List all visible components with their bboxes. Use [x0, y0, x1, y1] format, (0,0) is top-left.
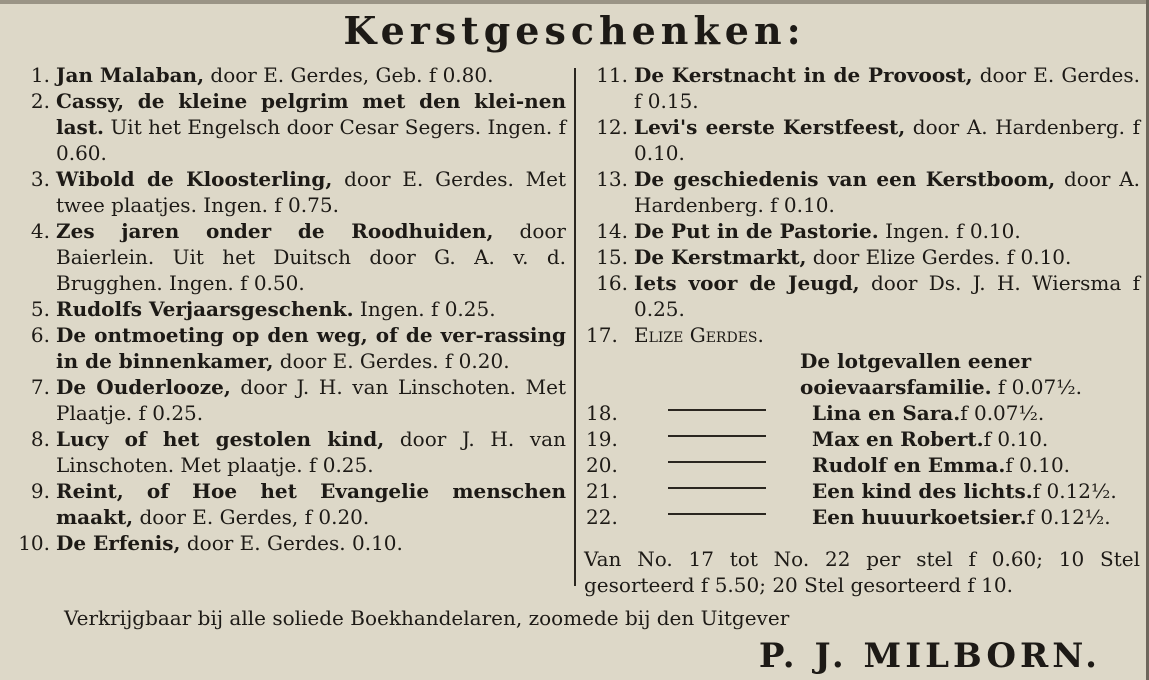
series-author: Elize Gerdes. [634, 323, 764, 347]
entry-number: 7. [30, 375, 50, 399]
availability-note: Verkrijgbaar bij alle soliede Boekhandelaren, zoomede bij den Uitgever [64, 606, 790, 630]
book-details: door E. Gerdes. Met twee plaatjes. Ingen. f 0.75. [56, 167, 566, 217]
entry-number: 6. [30, 323, 50, 347]
book-details: Ingen. f 0.10. [878, 219, 1021, 243]
entry-number: 14. [596, 219, 628, 243]
book-title: Max en Robert. [812, 427, 984, 451]
book-title: De Kerstnacht in de Provoost, [634, 63, 973, 87]
book-details: door A. Hardenberg. f 0.10. [634, 115, 1140, 165]
book-title: Een huuurkoetsier. [812, 505, 1027, 529]
book-title: Rudolf en Emma. [812, 453, 1006, 477]
list-item [6, 166, 566, 218]
book-title: Zes jaren onder de Roodhuiden, [56, 219, 494, 243]
entry-number: 11. [596, 63, 628, 87]
entry-number: 5. [30, 297, 50, 321]
book-details: door Baierlein. Uit het Duitsch door G. A. v. d. Brugghen. Ingen. f 0.50. [56, 219, 566, 295]
ditto-dash [668, 487, 766, 489]
book-details: door E. Gerdes, f 0.20. [133, 505, 370, 529]
list-item [584, 452, 1140, 478]
entry-number: 18. [586, 401, 618, 425]
series-price: f 0.07½. [991, 375, 1082, 399]
entry-number: 12. [596, 115, 628, 139]
entry-number: 13. [596, 167, 628, 191]
book-title: Reint, of Hoe het Evangelie menschen maakt, [56, 479, 566, 529]
book-title: De Kerstmarkt, [634, 245, 807, 269]
book-price: f 0.12½. [1026, 505, 1111, 529]
publisher-name: P. J. MILBORN. [758, 636, 1101, 676]
book-price: f 0.07½. [960, 401, 1045, 425]
book-details: door J. H. van Linschoten. Met plaatje. f 0.25. [56, 427, 566, 477]
book-title: De Put in de Pastorie. [634, 219, 879, 243]
column-divider [574, 68, 576, 586]
book-price: f 0.10. [1005, 453, 1071, 477]
page-title: Kerstgeschenken: [343, 8, 806, 53]
right-column [584, 62, 1140, 598]
entry-number: 8. [30, 427, 50, 451]
list-item [584, 400, 1140, 426]
list-item [584, 244, 1140, 270]
entry-number: 1. [30, 63, 50, 87]
book-details: Ingen. f 0.25. [353, 297, 496, 321]
entry-number: 20. [586, 453, 618, 477]
list-item [6, 322, 566, 374]
book-title: Jan Malaban, [56, 63, 205, 87]
list-item [584, 114, 1140, 166]
book-details: door E. Gerdes, Geb. f 0.80. [204, 63, 494, 87]
entry-number: 10. [18, 531, 50, 555]
list-item [6, 218, 566, 296]
list-item [6, 296, 566, 322]
ditto-dash [668, 461, 766, 463]
book-details: door E. Gerdes. f 0.15. [634, 63, 1140, 113]
book-price: f 0.12½. [1032, 479, 1117, 503]
book-title: De geschiedenis van een Kerstboom, [634, 167, 1056, 191]
book-title: Lina en Sara. [812, 401, 961, 425]
series-title: De lotgevallen eener ooievaarsfamilie. [800, 349, 1032, 399]
book-title: Rudolfs Verjaarsgeschenk. [56, 297, 354, 321]
series-item [584, 322, 1140, 348]
entry-number: 17. [586, 323, 618, 347]
list-item [584, 166, 1140, 218]
book-details: door E. Gerdes. 0.10. [180, 531, 403, 555]
list-item [6, 426, 566, 478]
entry-number: 21. [586, 479, 618, 503]
list-item [6, 88, 566, 166]
ditto-dash [668, 409, 766, 411]
book-details: door Ds. J. H. Wiersma f 0.25. [634, 271, 1140, 321]
book-details: Uit het Engelsch door Cesar Segers. Ingen. f 0.60. [56, 115, 566, 165]
entry-number: 3. [30, 167, 50, 191]
entry-number: 15. [596, 245, 628, 269]
left-column [6, 62, 566, 556]
entry-number: 9. [30, 479, 50, 503]
list-item [6, 530, 566, 556]
book-details: door E. Gerdes. f 0.20. [273, 349, 510, 373]
book-details: door A. Hardenberg. f 0.10. [634, 167, 1140, 217]
entry-number: 19. [586, 427, 618, 451]
list-item [584, 478, 1140, 504]
book-title: Een kind des lichts. [812, 479, 1033, 503]
book-details: door Elize Gerdes. f 0.10. [806, 245, 1072, 269]
list-item [584, 62, 1140, 114]
book-title: Iets voor de Jeugd, [634, 271, 860, 295]
top-rule [0, 0, 1149, 4]
series-offer: Van No. 17 tot No. 22 per stel f 0.60; 10 Stel gesorteerd f 5.50; 20 Stel gesorteerd f 10. [584, 547, 1140, 597]
entry-number: 22. [586, 505, 618, 529]
book-title: Wibold de Kloosterling, [56, 167, 333, 191]
book-title: Lucy of het gestolen kind, [56, 427, 385, 451]
book-title: De Erfenis, [56, 531, 181, 555]
list-item [6, 478, 566, 530]
book-price: f 0.10. [983, 427, 1049, 451]
list-item [584, 504, 1140, 530]
book-title: De Ouderlooze, [56, 375, 231, 399]
list-item [584, 270, 1140, 322]
book-title: Cassy, de kleine pelgrim met den klei-nen last. [56, 89, 566, 139]
list-item [6, 374, 566, 426]
book-title: Levi's eerste Kerstfeest, [634, 115, 906, 139]
entry-number: 16. [596, 271, 628, 295]
book-details: door J. H. van Linschoten. Met Plaatje. f 0.25. [56, 375, 566, 425]
entry-number: 2. [30, 89, 50, 113]
ditto-dash [668, 513, 766, 515]
list-item [584, 218, 1140, 244]
list-item [6, 62, 566, 88]
entry-number: 4. [30, 219, 50, 243]
list-item [584, 426, 1140, 452]
ditto-dash [668, 435, 766, 437]
book-title: De ontmoeting op den weg, of de ver-rassing in de binnenkamer, [56, 323, 566, 373]
series-title-line [584, 348, 1140, 400]
